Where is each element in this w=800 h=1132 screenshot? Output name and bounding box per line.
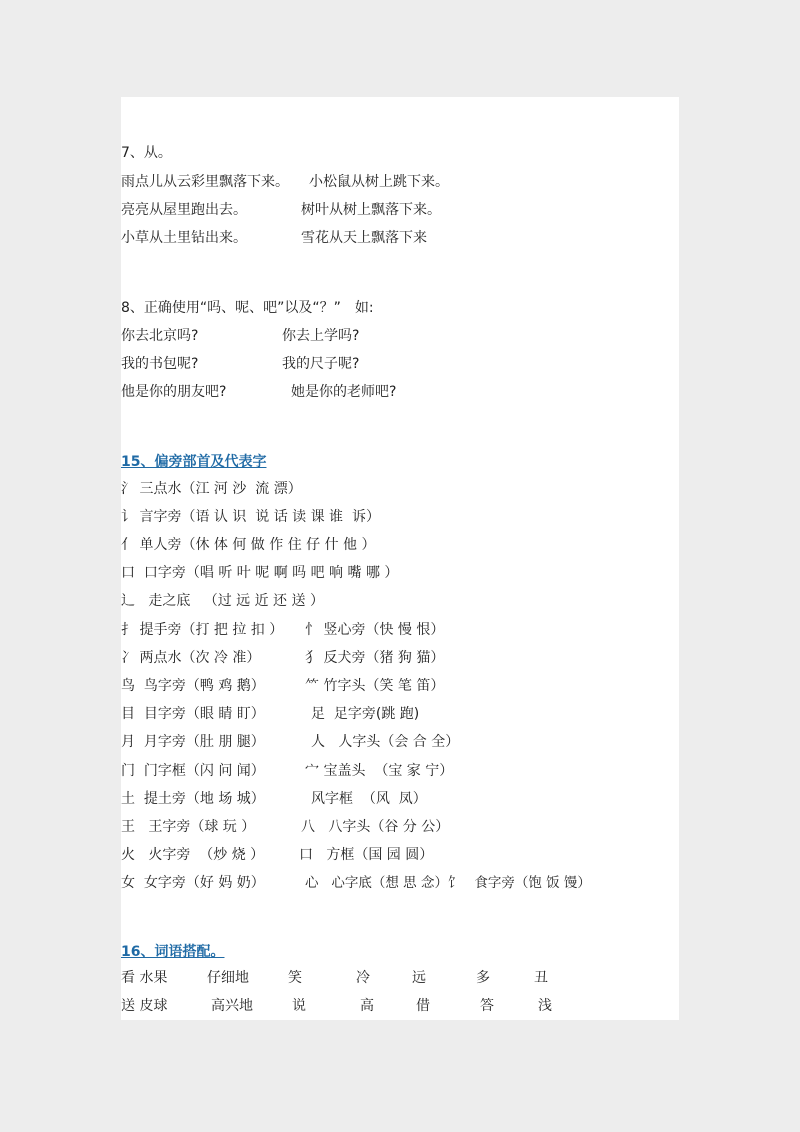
word: 丑: [534, 970, 548, 986]
word: 冷: [356, 970, 370, 986]
sentence: 你去北京吗?: [121, 328, 199, 344]
word: 说: [292, 998, 306, 1014]
word: 高: [360, 998, 374, 1014]
sentence: 我的书包呢?: [121, 356, 199, 372]
radical-entry: 冫 两点水（次 冷 准）: [121, 650, 261, 666]
radical-entry: 口 口字旁（唱 听 叶 呢 啊 吗 吧 响 嘴 哪 ）: [121, 565, 399, 581]
radical-entry: 八 八字头（谷 分 公）: [301, 819, 450, 835]
word: 仔细地: [207, 970, 249, 986]
radical-entry: 女 女字旁（好 妈 奶）: [121, 875, 265, 891]
sentence: 雨点儿从云彩里飘落下来。: [121, 174, 289, 190]
sentence: 雪花从天上飘落下来: [301, 230, 427, 246]
radical-entry: 忄 竖心旁（快 慢 恨）: [305, 622, 445, 638]
radical-entry: 口 方框（国 园 圆）: [299, 847, 434, 863]
radical-entry: 土 提土旁（地 场 城）: [121, 791, 265, 807]
word: 看 水果: [121, 970, 168, 986]
radical-entry: ⺮ 竹字头（笑 笔 笛）: [305, 678, 445, 694]
radical-entry: 王 王字旁（球 玩 ）: [121, 819, 256, 835]
sentence: 小松鼠从树上跳下来。: [309, 174, 449, 190]
word: 多: [476, 970, 490, 986]
sentence: 她是你的老师吧?: [291, 384, 397, 400]
word: 浅: [538, 998, 552, 1014]
sentence: 我的尺子呢?: [282, 356, 360, 372]
sentence: 亮亮从屋里跑出去。: [121, 202, 247, 218]
radical-entry: 亻 单人旁（休 体 何 做 作 住 仔 什 他 ）: [121, 537, 376, 553]
radical-entry: 心 心字底（想 思 念）饣 食字旁（饱 饭 馒）: [305, 875, 591, 891]
radical-entry: 氵 三点水（江 河 沙 流 漂）: [121, 481, 302, 497]
word: 远: [412, 970, 426, 986]
word: 笑: [288, 970, 302, 986]
radical-entry: 足 足字旁(跳 跑): [311, 706, 420, 722]
radical-entry: 讠 言字旁（语 认 识 说 话 读 课 谁 诉）: [121, 509, 380, 525]
document-page: [121, 97, 679, 1020]
radical-entry: 月 月字旁（肚 朋 腿）: [121, 734, 265, 750]
radical-entry: 扌 提手旁（打 把 拉 扣 ）: [121, 622, 284, 638]
sentence: 他是你的朋友吧?: [121, 384, 227, 400]
radical-entry: 人 人字头（会 合 全）: [311, 734, 460, 750]
radical-entry: 宀 宝盖头 （宝 家 宁）: [305, 763, 454, 779]
radical-entry: 门 门字框（闪 问 闻）: [121, 763, 265, 779]
word: 答: [480, 998, 494, 1014]
radical-entry: 犭 反犬旁（猪 狗 猫）: [305, 650, 445, 666]
radical-entry: 辶 走之底 （过 远 近 还 送 ）: [121, 593, 324, 609]
section-8-title: 8、正确使用“吗、呢、吧”以及“？” 如:: [121, 300, 374, 316]
sentence: 树叶从树上飘落下来。: [301, 202, 441, 218]
radical-entry: 风字框 （风 凤）: [311, 791, 427, 807]
radical-entry: 火 火字旁 （炒 烧 ）: [121, 847, 265, 863]
radical-entry: 鸟 鸟字旁（鸭 鸡 鹅）: [121, 678, 265, 694]
word: 高兴地: [211, 998, 253, 1014]
radical-entry: 目 目字旁（眼 睛 盯）: [121, 706, 265, 722]
sentence: 小草从土里钻出来。: [121, 230, 247, 246]
section-7-title: 7、从。: [121, 145, 172, 161]
word: 送 皮球: [121, 998, 168, 1014]
section-15-heading: 15、偏旁部首及代表字: [121, 454, 267, 470]
word: 借: [416, 998, 430, 1014]
sentence: 你去上学吗?: [282, 328, 360, 344]
section-16-heading: 16、词语搭配。: [121, 944, 225, 960]
